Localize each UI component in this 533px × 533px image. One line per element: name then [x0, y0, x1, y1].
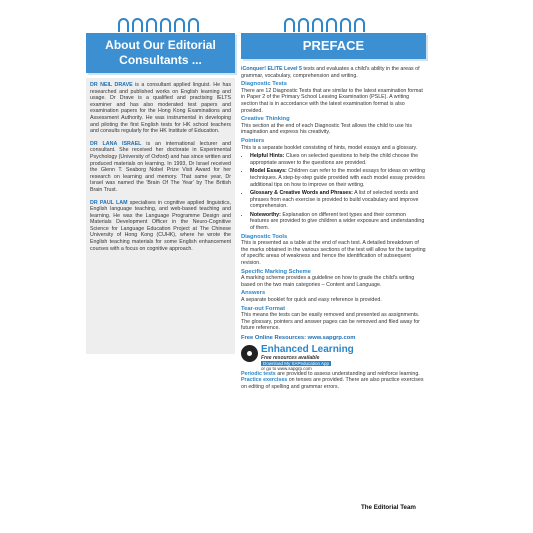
preface-column	[241, 66, 426, 390]
section-title-diagnostic-tools: Diagnostic Tools	[241, 233, 288, 240]
periodic-tests-note: Periodic tests are provided to assess understanding and reinforce learning.	[241, 370, 420, 377]
section-text-diagnostic-tests: There are 12 Diagnostic Tests that are similar to the latest examination format in Paper 2 of the Primary School Leaving Examination (PSLE). A writing section that is in accordance with the latest examination format is also provided.	[241, 87, 423, 114]
bio-text: is an international lecturer and consultant. She received her doctorate in Experimental Psychology (University of Oxford) and has since written and produced materials on learning. In 1993, Dr Israel received the Glenn T. Seaborg Nobel Prize Visit Award for her research on learning and memory. That same year, Dr Israel was named the 'Brain Of The Year' by The British Brain Trust.	[90, 140, 231, 193]
spiral-binding-right	[284, 18, 365, 34]
section-title-diagnostic-tests: Diagnostic Tests	[241, 81, 287, 88]
preface-header: PREFACE	[241, 33, 426, 59]
list-item: • Noteworthy: Explanation on different text types and their common features are provided to give children a wider exposure and understanding of them.	[250, 212, 426, 232]
section-text-answers: A separate booklet for quick and easy reference is provided.	[241, 297, 382, 303]
bio-israel	[90, 141, 231, 194]
enhanced-learning-badge	[241, 345, 426, 371]
bio-text: is a consultant applied linguist. He has researched and published works on English learning and usage. Dr Drave is a qualified and practising IELTS examiner and has also moderated test papers and examination papers for the Hong Kong Examinations and Assessment Authority. He was instrumental in developing and piloting the first English tests for HK school teachers and consults regularly for the HK Institute of Education.	[90, 82, 231, 135]
section-text-pointers: This is a separate booklet consisting of hints, model essays and a glossary.	[241, 144, 418, 151]
cd-icon	[241, 345, 258, 362]
section-text-tear-out: This means the tests can be easily removed and presented as assignments. The glossary, pointers and answer pages can be removed and filed away for future reference.	[241, 312, 420, 332]
bio-drave	[90, 82, 231, 135]
app-download-note: Download My SAPeducation App	[263, 360, 330, 366]
bio-name: DR PAUL LAM	[90, 199, 128, 206]
signature: The Editorial Team	[361, 504, 416, 511]
section-title-pointers: Pointers	[241, 137, 265, 144]
section-text-marking-scheme: A marking scheme provides a guideline on how to grade the child's writing based on the two main categories – Content and Language.	[241, 275, 415, 288]
section-title-answers: Answers	[241, 290, 266, 297]
enhanced-learning-title: Enhanced Learning	[261, 343, 354, 355]
bio-name: DR LANA ISRAEL	[90, 140, 142, 147]
consultants-header: About Our Editorial Consultants ...	[86, 33, 235, 73]
spiral-binding-left	[118, 18, 199, 34]
section-text-diagnostic-tools: This is presented as a table at the end of each test. A detailed breakdown of the marks obtained in the various sections of the test will allow for the targeting of specific areas of weakness and hence the identification of subsequent revision.	[241, 240, 426, 267]
consultants-column	[86, 78, 235, 354]
section-title-marking-scheme: Specific Marking Scheme	[241, 268, 311, 275]
list-item: • Helpful Hints: Clues on selected questions to help the child choose the appropriate answer to the questions are provided.	[250, 153, 426, 166]
section-text-creative-thinking: This section at the end of each Diagnostic Test allows the child to use his imagination and express his creativity.	[241, 122, 412, 136]
product-name: iConquer! ELITE Level 5	[241, 66, 302, 72]
website-note: or go to www.sapgrp.com	[261, 365, 312, 371]
list-item: • Model Essays: Children can refer to the model essays for ideas on writing techniques. A step-by-step guide provided with each model essay provides additional tips on how to improve on their writing.	[250, 168, 426, 188]
enhanced-learning-subtitle: Free resources available	[261, 354, 320, 361]
list-item: • Glossary & Creative Words and Phrases: A list of selected words and phrases from each exercise is provided to build vocabulary and improve comprehension.	[250, 190, 426, 210]
pointers-list	[241, 153, 426, 232]
preface-intro: iConquer! ELITE Level 5 tests and evaluates a child's ability in the areas of grammar, vocabulary, comprehension and writing.	[241, 66, 420, 79]
section-title-tear-out: Tear-out Format	[241, 305, 286, 312]
bio-lam	[90, 200, 231, 253]
bio-name: DR NEIL DRAVE	[90, 82, 133, 88]
section-title-creative-thinking: Creative Thinking	[241, 116, 290, 123]
online-resources-link[interactable]: Free Online Resources: www.sapgrp.com	[241, 334, 356, 341]
bio-text: specialises in cognitive applied linguistics, English language teaching, and web-based teaching and learning. He was the Language Programme Design and Materials Development Officer in the Neuro-Cognitive Science for Language Education Project at The Chinese University of Hong Kong (CUHK), where he wrote the English teaching materials for some English enhancement courses with a focus on cognitive approach.	[90, 199, 232, 252]
practice-exercises-note: Practice exercises on tenses are provided. There are also practice exercises on editing of spelling and grammar errors.	[241, 377, 424, 390]
